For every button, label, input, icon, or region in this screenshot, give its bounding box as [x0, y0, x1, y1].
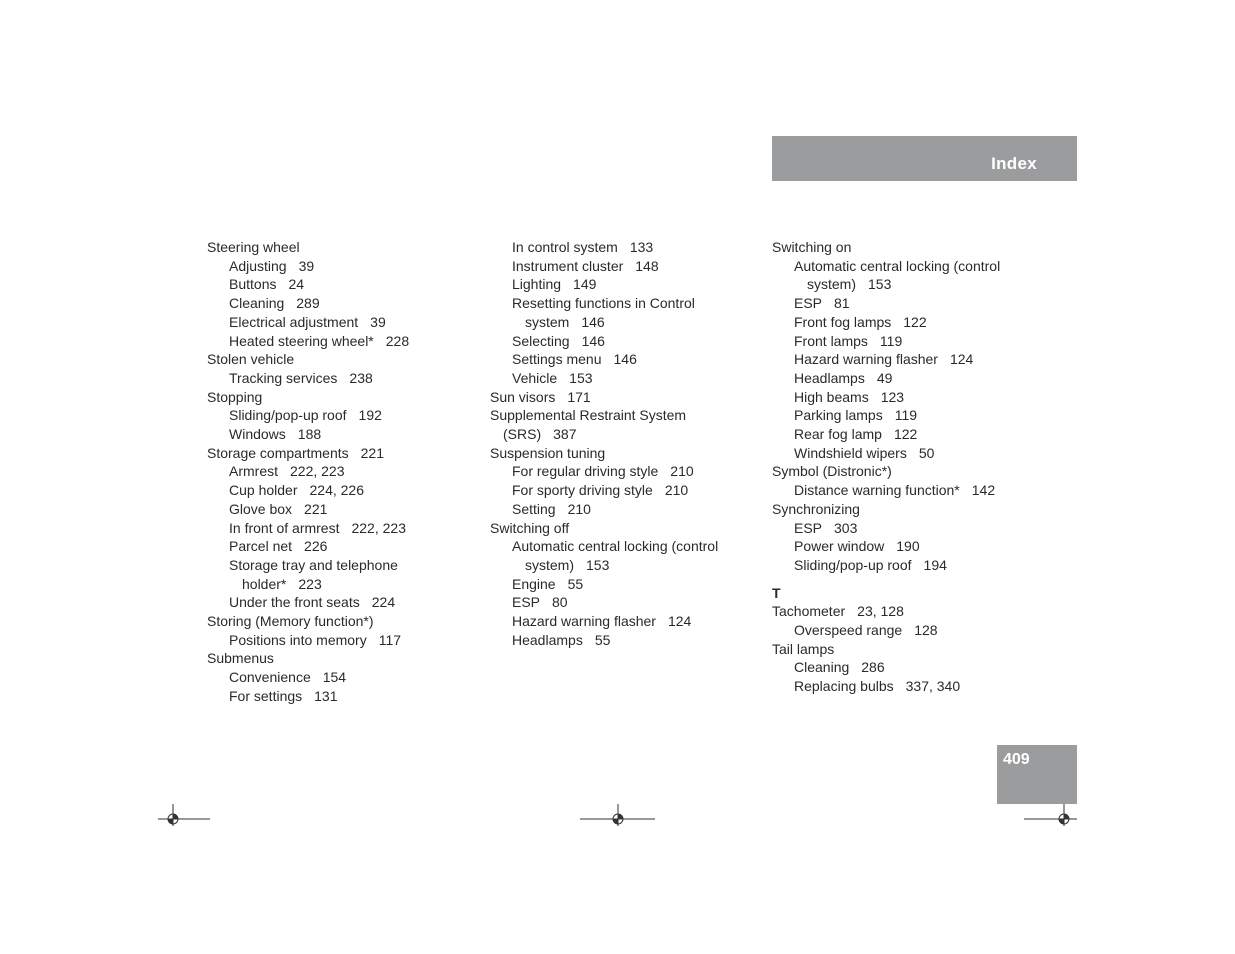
index-subentry	[207, 500, 472, 519]
page-reference: 55	[567, 575, 584, 592]
index-subentry	[207, 313, 472, 332]
page-reference: 81	[834, 295, 850, 312]
index-subentry	[207, 369, 472, 388]
entry-text: In front of armrest	[229, 519, 340, 536]
entry-text: Cup holder	[229, 482, 298, 499]
page-reference: 24	[288, 276, 305, 293]
index-entry	[772, 500, 1037, 519]
page-reference: 153	[868, 276, 892, 293]
page-reference: 210	[567, 500, 591, 517]
index-subentry	[490, 481, 755, 500]
entry-text: Convenience	[229, 669, 311, 686]
entry-text: Switching on	[772, 239, 852, 255]
entry-text: Parcel net	[229, 538, 293, 555]
index-subentry	[772, 425, 1037, 444]
index-subentry	[490, 612, 755, 631]
index-subentry	[207, 294, 472, 313]
entry-text: Submenus	[207, 650, 274, 667]
entry-text: Tail lamps	[772, 640, 835, 657]
entry-text: Storage tray and telephone	[229, 556, 398, 573]
entry-text: Steering wheel	[207, 239, 300, 255]
page-reference: 154	[322, 669, 347, 686]
index-subentry	[772, 369, 1037, 388]
page-reference: 228	[385, 332, 410, 349]
index-subentry	[772, 481, 1037, 500]
index-subentry	[772, 257, 1037, 294]
index-entry	[772, 238, 1037, 257]
index-subentry	[772, 313, 1037, 332]
index-subentry	[490, 575, 755, 594]
entry-text: Distance warning function*	[794, 482, 960, 499]
page-reference: 117	[378, 631, 402, 648]
entry-text: Stopping	[207, 388, 263, 405]
entry-text: Stolen vehicle	[207, 351, 295, 368]
index-subentry	[490, 257, 755, 276]
entry-text: In control system	[512, 239, 618, 255]
entry-text: Electrical adjustment	[229, 313, 359, 330]
index-subentry	[490, 350, 755, 369]
page-reference: 146	[613, 351, 637, 368]
page-reference: 124	[949, 351, 974, 368]
page-reference: 226	[304, 538, 328, 555]
page-reference: 142	[971, 482, 996, 499]
entry-text: Windows	[229, 426, 286, 443]
index-subentry	[772, 621, 1037, 640]
entry-text: Storage compartments	[207, 444, 349, 461]
entry-text: Suspension tuning	[490, 444, 606, 461]
entry-text: Heated steering wheel*	[229, 332, 374, 349]
page-reference: 39	[370, 313, 386, 330]
page-reference: 148	[635, 257, 659, 274]
page-reference: 122	[893, 426, 918, 443]
entry-text: Automatic central locking (control	[512, 538, 719, 555]
page-reference: 303	[834, 519, 858, 536]
page-reference: 131	[314, 687, 338, 704]
entry-text: system)	[525, 556, 574, 573]
entry-text: Sun visors	[490, 388, 556, 405]
entry-text: ESP	[794, 295, 823, 312]
entry-text: High beams	[794, 388, 869, 405]
index-entry	[207, 388, 472, 407]
entry-text: Vehicle	[512, 369, 558, 386]
index-entry	[772, 640, 1037, 659]
entry-text: system)	[807, 276, 856, 293]
entry-text: Engine	[512, 575, 556, 592]
page-reference: 387	[553, 426, 577, 443]
page-reference: 49	[876, 369, 893, 386]
entry-text: Setting	[512, 500, 556, 517]
index-subentry	[207, 519, 472, 538]
entry-text: (SRS)	[503, 426, 542, 443]
entry-text: Armrest	[229, 463, 278, 480]
page-reference: 337, 340	[905, 678, 961, 695]
index-column-3	[772, 238, 1037, 696]
page-reference: 123	[880, 388, 905, 405]
index-entry	[490, 519, 755, 538]
index-subentry	[207, 631, 472, 650]
index-subentry	[772, 658, 1037, 677]
entry-text: Symbol (Distronic*)	[772, 463, 892, 480]
index-entry	[207, 649, 472, 668]
entry-text: Front lamps	[794, 332, 868, 349]
page-reference: 188	[297, 426, 322, 443]
index-subentry	[207, 593, 472, 612]
index-entry	[207, 350, 472, 369]
index-entry	[772, 602, 1037, 621]
entry-text: For sporty driving style	[512, 482, 653, 499]
index-subentry	[772, 406, 1037, 425]
entry-text: holder*	[242, 575, 287, 592]
index-subentry	[772, 537, 1037, 556]
page-reference: 222, 223	[351, 519, 406, 536]
entry-text: Settings menu	[512, 351, 602, 368]
entry-text: Headlamps	[512, 631, 583, 648]
section-title: Index	[991, 154, 1037, 173]
entry-text: Windshield wipers	[794, 444, 907, 461]
index-entry	[490, 444, 755, 463]
page-reference: 50	[918, 444, 935, 461]
index-subentry	[772, 519, 1037, 538]
page-reference: 133	[629, 239, 654, 255]
index-subentry	[772, 556, 1037, 575]
page-reference: 224, 226	[309, 482, 364, 499]
page-reference: 286	[861, 659, 885, 676]
page-number-tab	[997, 745, 1077, 804]
page-reference: 222, 223	[290, 463, 345, 480]
page-reference: 124	[667, 613, 692, 630]
index-letter-heading: T	[772, 584, 781, 601]
index-subentry	[490, 294, 755, 331]
index-subentry	[207, 687, 472, 706]
index-entry	[772, 462, 1037, 481]
entry-text: Under the front seats	[229, 594, 360, 611]
crop-mark-icon	[1024, 804, 1078, 826]
page-reference: 55	[594, 631, 611, 648]
index-entry	[490, 388, 755, 407]
entry-text: Buttons	[229, 276, 277, 293]
index-subentry	[207, 481, 472, 500]
entry-text: Front fog lamps	[794, 313, 892, 330]
index-entry	[207, 238, 472, 257]
entry-text: system	[525, 313, 570, 330]
index-column-1	[207, 238, 472, 706]
page-reference: 210	[670, 463, 694, 480]
index-subentry	[207, 425, 472, 444]
header-band	[772, 136, 1077, 181]
index-subentry	[490, 238, 755, 257]
index-subentry	[207, 275, 472, 294]
index-subentry	[207, 537, 472, 556]
page-reference: 146	[581, 332, 605, 349]
page-reference: 190	[896, 538, 920, 555]
entry-text: Overspeed range	[794, 622, 903, 639]
index-subentry	[772, 332, 1037, 351]
index-subentry	[207, 668, 472, 687]
entry-text: Power window	[794, 538, 885, 555]
index-subentry	[772, 294, 1037, 313]
page-reference: 194	[923, 556, 947, 573]
page-reference: 238	[349, 369, 373, 386]
page-reference: 153	[569, 369, 593, 386]
index-subentry	[772, 350, 1037, 369]
entry-text: ESP	[794, 519, 823, 536]
entry-text: Adjusting	[229, 257, 287, 274]
index-column-2	[490, 238, 755, 649]
index-subentry	[207, 406, 472, 425]
entry-text: ESP	[512, 594, 541, 611]
entry-text: Sliding/pop-up roof	[794, 556, 912, 573]
index-subentry	[207, 257, 472, 276]
page-reference: 153	[586, 556, 610, 573]
entry-text: Synchronizing	[772, 500, 860, 517]
entry-text: Positions into memory	[229, 631, 367, 648]
entry-text: Selecting	[512, 332, 570, 349]
entry-text: Glove box	[229, 500, 293, 517]
page-reference: 80	[552, 594, 568, 611]
entry-text: Switching off	[490, 519, 570, 536]
entry-text: Resetting functions in Control	[512, 295, 695, 312]
page-reference: 171	[567, 388, 591, 405]
entry-text: Storing (Memory function*)	[207, 613, 374, 630]
index-subentry	[207, 462, 472, 481]
entry-text: Rear fog lamp	[794, 426, 882, 443]
index-subentry	[490, 593, 755, 612]
page-number: 409	[1003, 751, 1030, 768]
crop-mark-icon	[158, 804, 212, 826]
page-reference: 122	[903, 313, 927, 330]
page-reference: 146	[581, 313, 605, 330]
index-entry	[207, 612, 472, 631]
index-subentry	[490, 332, 755, 351]
page-reference: 210	[664, 482, 689, 499]
index-subentry	[207, 332, 472, 351]
index-subentry	[772, 444, 1037, 463]
entry-text: Cleaning	[794, 659, 850, 676]
entry-text: Headlamps	[794, 369, 865, 386]
page-reference: 119	[894, 407, 918, 424]
page-reference: 224	[371, 594, 396, 611]
index-subentry	[490, 500, 755, 519]
entry-text: Sliding/pop-up roof	[229, 407, 347, 424]
crop-mark-icon	[580, 804, 656, 826]
page-reference: 119	[879, 332, 903, 349]
entry-text: Instrument cluster	[512, 257, 624, 274]
index-subentry	[490, 462, 755, 481]
index-entry	[490, 406, 755, 443]
page-reference: 23, 128	[857, 603, 904, 620]
entry-text: Tachometer	[772, 603, 846, 620]
entry-text: For regular driving style	[512, 463, 659, 480]
entry-text: Hazard warning flasher	[512, 613, 656, 630]
page-reference: 39	[298, 257, 315, 274]
entry-text: For settings	[229, 687, 303, 704]
index-subentry	[490, 275, 755, 294]
entry-text: Hazard warning flasher	[794, 351, 938, 368]
index-entry	[207, 444, 472, 463]
index-subentry	[490, 631, 755, 650]
index-subentry	[772, 677, 1037, 696]
page-reference: 128	[914, 622, 938, 639]
entry-text: Automatic central locking (control	[794, 257, 1001, 274]
entry-text: Cleaning	[229, 295, 285, 312]
page-reference: 221	[304, 500, 328, 517]
entry-text: Lighting	[512, 276, 562, 293]
entry-text: Parking lamps	[794, 407, 883, 424]
index-subentry	[772, 388, 1037, 407]
index-subentry	[490, 537, 755, 574]
page-reference: 192	[358, 407, 382, 424]
page-reference: 289	[296, 295, 320, 312]
page-reference: 221	[360, 444, 384, 461]
entry-text: Tracking services	[229, 369, 338, 386]
page-reference: 149	[573, 276, 597, 293]
index-subentry	[207, 556, 472, 593]
entry-text: Replacing bulbs	[794, 678, 894, 695]
index-subentry	[490, 369, 755, 388]
page-reference: 223	[298, 575, 322, 592]
entry-text: Supplemental Restraint System	[490, 407, 687, 424]
